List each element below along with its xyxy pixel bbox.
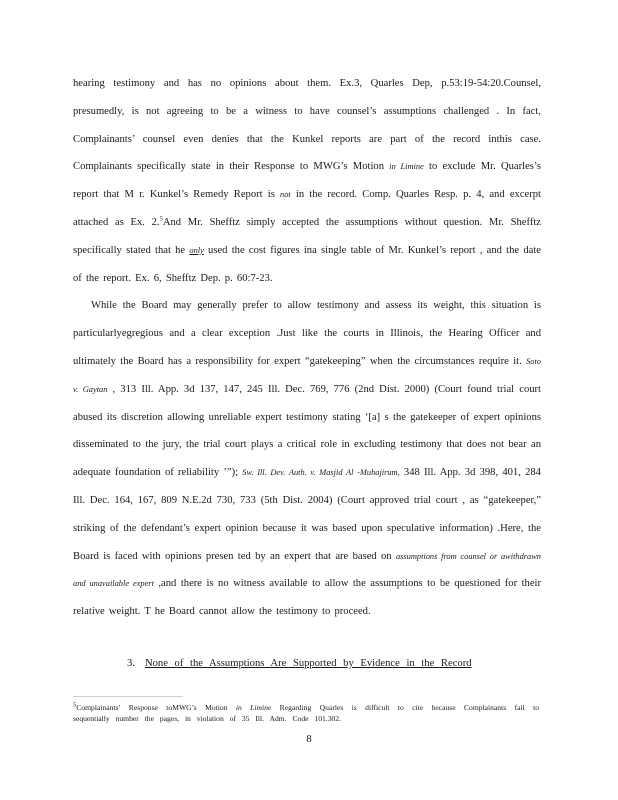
- case-citation: Soto v. Gaytan: [73, 356, 541, 394]
- text-run: used the cost figures ina single table of Mr. Kunkel’s report , and the date of the report. Ex. 6, Shefftz Dep. p. 60:7-23.: [73, 244, 541, 284]
- text-run: ,and there is no witness available to allow the assumptions to be questioned for their relative weight. T he Board cannot allow the testimony to proceed.: [73, 578, 541, 618]
- footnote-separator: [73, 696, 183, 697]
- text-run: While the Board may generally prefer to allow testimony and assess its weight, this situation is particularlyegregious and a clear exception .Just like the courts in Illinois, the Hearing Officer and ultimately the Board has a responsibility for expert “gatekeeping” when the circumstances require it.: [73, 300, 541, 367]
- text-run: And Mr. Shefftz simply accepted the assumptions without question. Mr. Shefftz specifically stated that he: [73, 216, 542, 256]
- text-run: in the record. Comp. Quarles Resp. p. 4, and excerpt attached as Ex. 2.: [73, 189, 541, 228]
- footnote-marker: 5: [159, 215, 163, 223]
- italic-phrase: assumptions from counsel or awithdrawn and unavailable expert: [73, 551, 541, 589]
- footnote-number: 5: [73, 701, 77, 709]
- paragraph-continuation: [73, 70, 541, 292]
- footnote-text: Complainants’ Response toMWG’s Motion: [76, 703, 236, 712]
- text-run: , 313 Ill. App. 3d 137, 147, 245 Ill. Dec. 769, 776 (2nd Dist. 2000) (Court found trial court abused its discretion allowing unreliable expert testimony stating ‘[a] s the gatekeeper of expert opinions disseminated to the jury, the trial court plays a critical role in excluding testimony that does not bear an adequate foundation of reliability ’”);: [73, 383, 542, 479]
- heading-title: None of the Assumptions Are Supported by Evidence in the Record: [144, 658, 472, 669]
- page-number: 8: [306, 733, 312, 745]
- italic-phrase: in Limine: [389, 162, 424, 172]
- footnote-text: Regarding Quarles is difficult to cite because Complainants fail to sequentially number the pages, in violation of 35 Ill. Adm. Code 101.302.: [73, 703, 539, 723]
- italic-emphasis: not: [280, 190, 291, 200]
- underlined-emphasis: only: [189, 245, 204, 255]
- footnote-italic: in Limine: [235, 703, 272, 712]
- footnote: [73, 703, 539, 724]
- paragraph-gatekeeping: [73, 292, 541, 626]
- case-citation: Sw. Ill. Dev. Auth. v. Masjid Al -Muhajirum,: [242, 468, 400, 478]
- heading-number: 3.: [127, 658, 135, 669]
- text-run: 348 Ill. App. 3d 398, 401, 284 Ill. Dec. 164, 167, 809 N.E.2d 730, 733 (5th Dist. 2004) (Court approved trial court , as “gatekeeper,” striking of the defendant’s expert opinion because it was based upon speculative information) .Here, the Board is faced with opinions presen ted by an expert that are based on: [73, 467, 541, 562]
- section-heading: [127, 656, 547, 672]
- text-run: hearing testimony and has no opinions about them. Ex.3, Quarles Dep, p.53:19-54:20.Counsel, presumedly, is not agreeing to be a witness to have counsel’s assumptions challenged . In fact, Complainants’ counsel even denies that the Kunkel reports are part of the record inthis case. Complainants specifically state in their Response to MWG’s Motion: [73, 78, 541, 173]
- text-run: to exclude Mr. Quarles’s report that M r. Kunkel’s Remedy Report is: [73, 161, 541, 201]
- body-text: [73, 70, 541, 626]
